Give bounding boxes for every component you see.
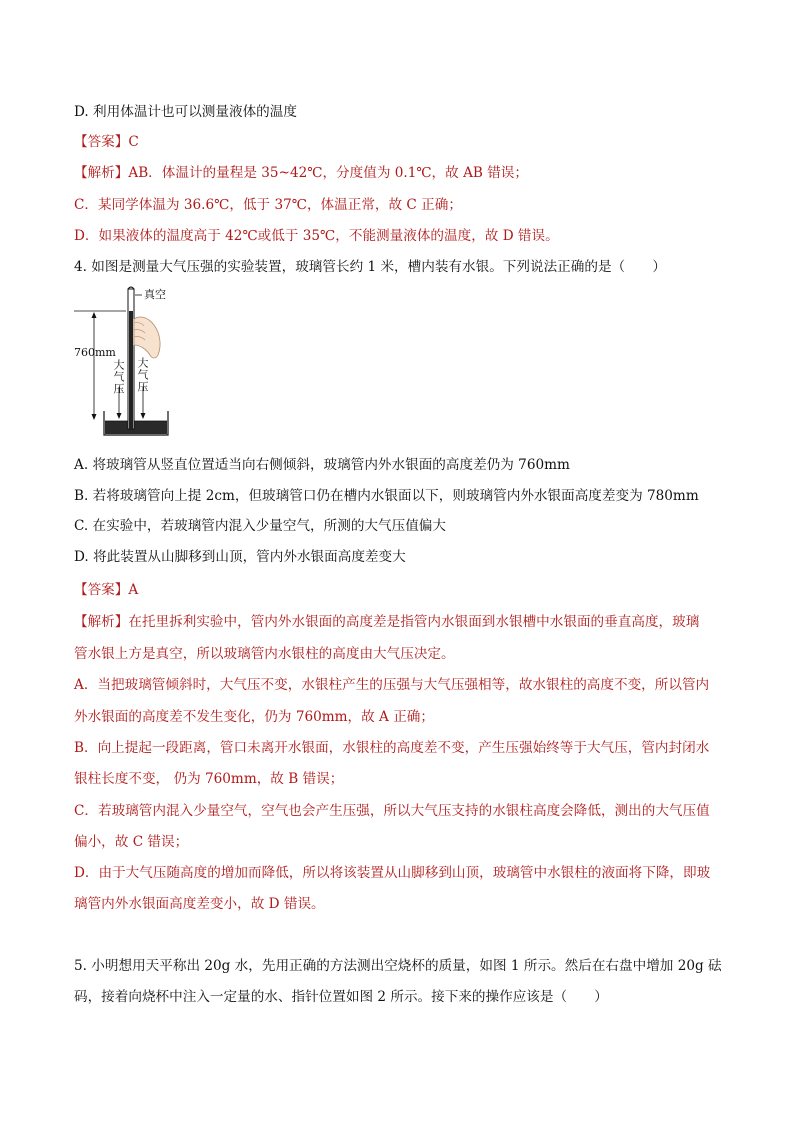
q4-analysis-line: 璃管内外水银面高度差变小，故 D 错误。 <box>74 896 325 912</box>
q3-option-d: D. 利用体温计也可以测量液体的温度 <box>74 104 297 120</box>
label-760mm: 760mm <box>74 346 116 359</box>
torricelli-diagram <box>74 283 184 443</box>
label-pressure-right: 大气压 <box>136 357 149 393</box>
answer-value: A <box>128 582 139 598</box>
q3-analysis-line-1: 【解析】AB．体温计的量程是 35~42℃，分度值为 0.1℃，故 AB 错误； <box>74 165 528 181</box>
mercury-in-trough <box>105 421 167 434</box>
arrow-up-icon <box>92 312 97 318</box>
q4-analysis-line: 偏小，故 C 错误； <box>74 834 189 850</box>
label-vacuum: 真空 <box>144 288 166 301</box>
mercury-column <box>129 311 133 429</box>
q4-stem: 4. 如图是测量大气压强的实验装置，玻璃管长约 1 米，槽内装有水银。下列说法正确的是（ ） <box>74 259 666 275</box>
label-pressure-left: 大气压 <box>112 359 125 395</box>
q4-analysis-line: 外水银面的高度差不发生变化，仍为 760mm，故 A 正确； <box>74 709 434 725</box>
q4-analysis-line: C．若玻璃管内混入少量空气，空气也会产生压强，所以大气压支持的水银柱高度会降低，测出的大气压值 <box>74 803 710 819</box>
q4-analysis-line: A．当把玻璃管倾斜时，大气压不变，水银柱产生的压强与大气压强相等，故水银柱的高度不变，所以管内 <box>74 677 710 693</box>
q4-analysis-intro-1: 【解析】在托里拆利实验中，管内外水银面的高度差是指管内水银面到水银槽中水银面的垂直高度，玻璃 <box>74 614 700 630</box>
q4-analysis-intro-2: 管水银上方是真空，所以玻璃管内水银柱的高度由大气压决定。 <box>74 646 455 662</box>
answer-tag: 【答案】 <box>74 134 129 150</box>
q4-analysis-line: 银柱长度不变， 仍为 760mm，故 B 错误； <box>74 771 344 787</box>
analysis-tag: 【解析】 <box>74 165 129 181</box>
q4-option-b: B. 若将玻璃管向上提 2cm，但玻璃管口仍在槽内水银面以下，则玻璃管内外水银面高度差变为 780mm <box>74 488 699 504</box>
q4-analysis-line: D．由于大气压随高度的增加而降低，所以将该装置从山脚移到山顶，玻璃管中水银柱的液面将下降，即玻 <box>74 865 711 881</box>
hand-illustration <box>134 317 160 358</box>
q4-answer <box>74 581 734 599</box>
torricelli-figure <box>74 283 184 443</box>
q4-option-c: C. 在实验中，若玻璃管内混入少量空气，所测的大气压值偏大 <box>74 518 446 534</box>
q3-analysis-line-2: C．某同学体温为 36.6℃，低于 37℃，体温正常，故 C 正确； <box>74 197 462 213</box>
q5-stem-line-1: 5. 小明想用天平称出 20g 水，先用正确的方法测出空烧杯的质量，如图 1 所示。然后在右盘中增加 20g 砝 <box>74 958 722 974</box>
q5-stem-line-2: 码，接着向烧杯中注入一定量的水、指针位置如图 2 所示。接下来的操作应该是（ ） <box>74 989 608 1005</box>
answer-tag: 【答案】 <box>74 582 129 598</box>
q3-answer <box>74 133 734 151</box>
arrow-down-icon <box>141 413 146 419</box>
q4-option-a: A. 将玻璃管从竖直位置适当向右侧倾斜，玻璃管内外水银面的高度差仍为 760mm <box>74 457 570 473</box>
q4-option-d: D. 将此装置从山脚移到山顶，管内外水银面高度差变大 <box>74 549 406 565</box>
q3-analysis-line-3: D．如果液体的温度高于 42℃或低于 35℃，不能测量液体的温度，故 D 错误。 <box>74 228 559 244</box>
arrow-down-icon <box>92 414 97 420</box>
q4-analysis-line: B．向上提起一段距离，管口未离开水银面，水银柱的高度差不变，产生压强始终等于大气压，管内封闭水 <box>74 740 710 756</box>
arrow-down-icon <box>117 413 122 419</box>
answer-value: C <box>128 134 139 150</box>
analysis-tag: 【解析】 <box>74 614 129 630</box>
